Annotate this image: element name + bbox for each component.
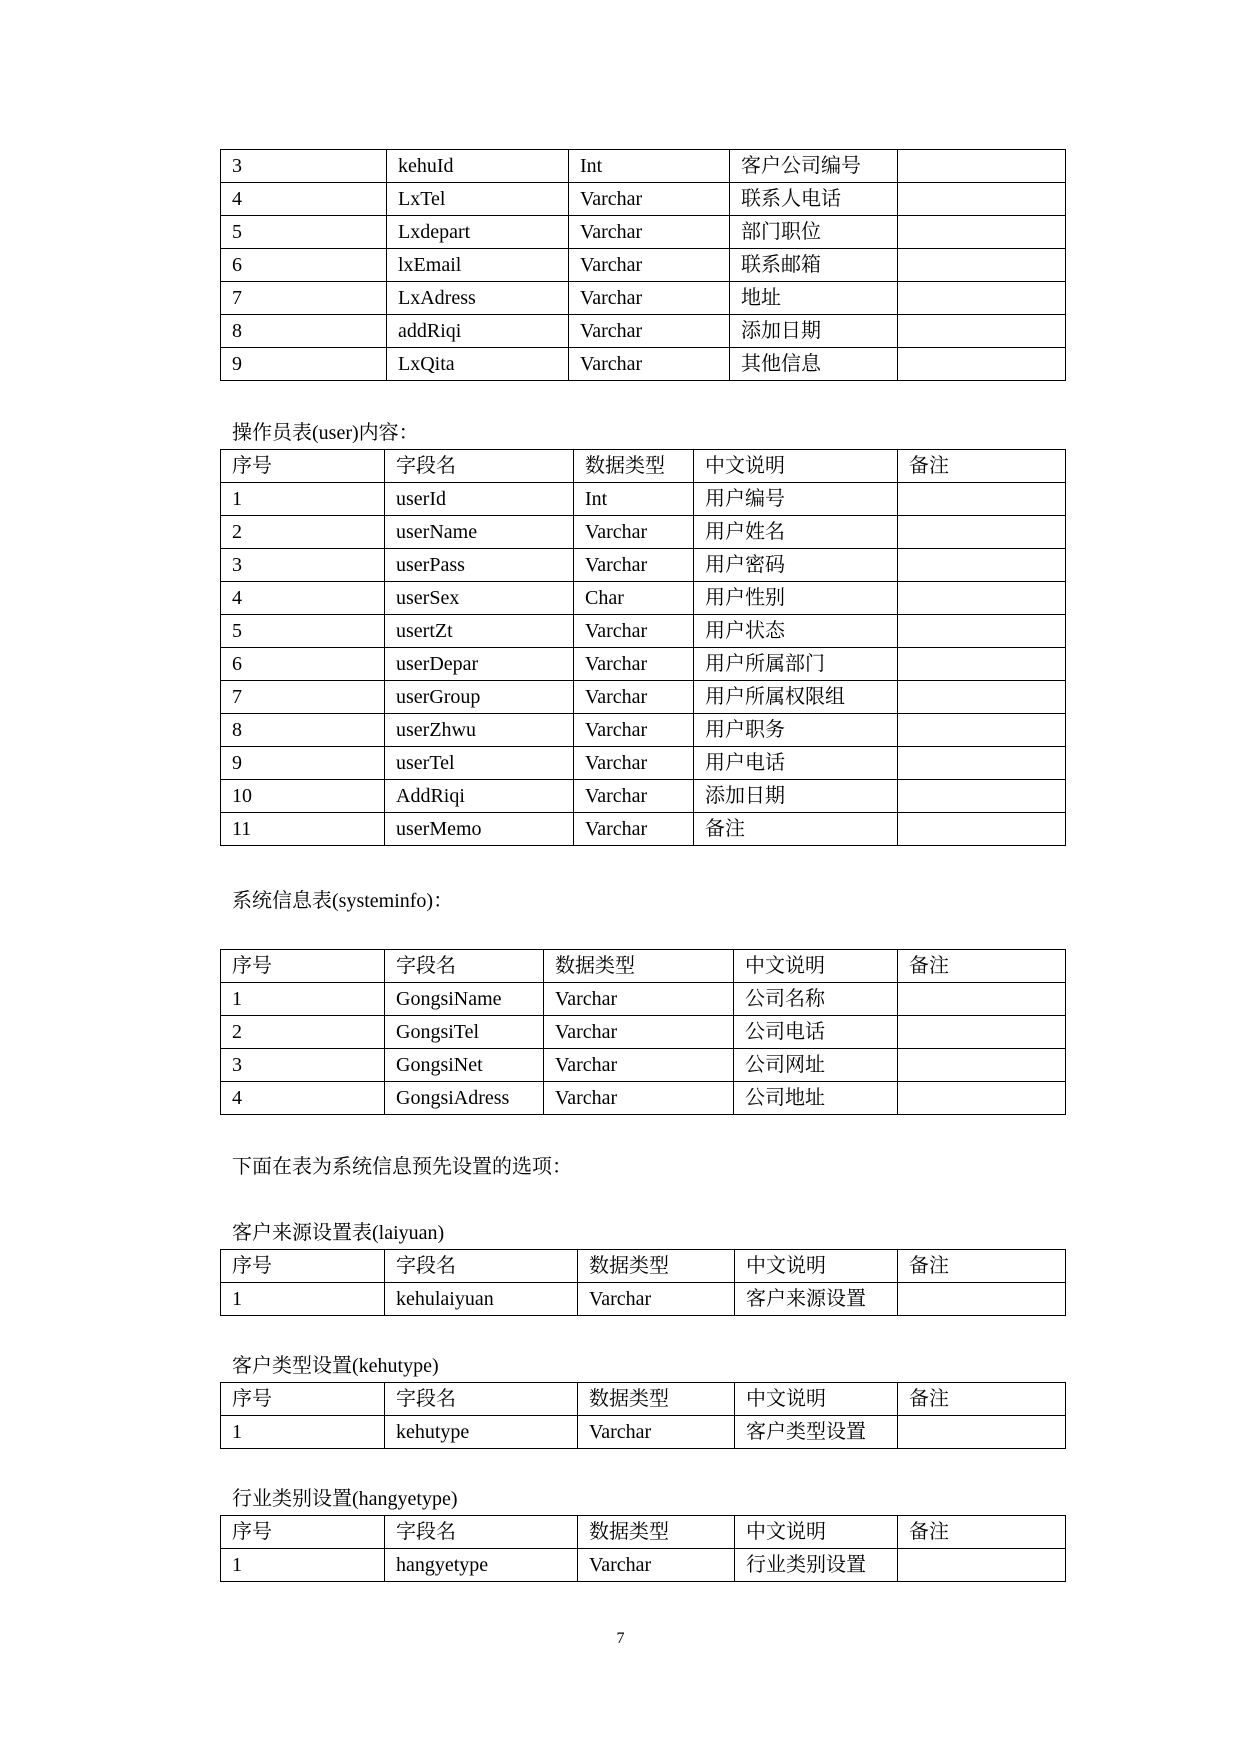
table-cell: 公司名称 <box>734 983 898 1016</box>
table-cell: 客户公司编号 <box>730 150 898 183</box>
header-cell: 中文说明 <box>735 1383 898 1416</box>
table-row <box>221 483 1066 516</box>
table-row <box>221 150 1066 183</box>
table-cell: kehutype <box>385 1416 578 1449</box>
table-cell: 11 <box>221 813 385 846</box>
table-cell: 1 <box>221 1416 385 1449</box>
table-row <box>221 183 1066 216</box>
header-cell: 序号 <box>221 1250 385 1283</box>
laiyuan-table-caption: 客户来源设置表(laiyuan) <box>232 1222 445 1244</box>
table-cell: 行业类别设置 <box>735 1549 898 1582</box>
table-cell: Varchar <box>574 681 694 714</box>
header-cell: 数据类型 <box>544 950 734 983</box>
table-cell: Varchar <box>569 216 730 249</box>
table-cell: 7 <box>221 282 387 315</box>
table-cell: 2 <box>221 1016 385 1049</box>
table-cell <box>898 1082 1066 1115</box>
header-cell: 中文说明 <box>734 950 898 983</box>
table-cell: Int <box>574 483 694 516</box>
table-cell: Varchar <box>544 983 734 1016</box>
table-row <box>221 747 1066 780</box>
table-header-row <box>221 950 1066 983</box>
table-cell: Varchar <box>574 747 694 780</box>
table-row <box>221 216 1066 249</box>
header-cell: 序号 <box>221 450 385 483</box>
table-cell: 其他信息 <box>730 348 898 381</box>
table-cell <box>898 1049 1066 1082</box>
table-cell: GongsiTel <box>385 1016 544 1049</box>
table-block-user <box>220 449 1065 846</box>
table-row <box>221 780 1066 813</box>
table-cell: Varchar <box>574 516 694 549</box>
table-cell: Varchar <box>544 1049 734 1082</box>
table-cell: kehuId <box>387 150 569 183</box>
table-row <box>221 549 1066 582</box>
table-cell: Lxdepart <box>387 216 569 249</box>
table-cell: Varchar <box>574 615 694 648</box>
table-cell <box>898 183 1066 216</box>
table-row <box>221 516 1066 549</box>
table-cell: 添加日期 <box>694 780 898 813</box>
table-header-row <box>221 1383 1066 1416</box>
header-cell: 序号 <box>221 1383 385 1416</box>
table-cell: LxAdress <box>387 282 569 315</box>
table-cell: 2 <box>221 516 385 549</box>
table-cell <box>898 714 1066 747</box>
table-cell: GongsiNet <box>385 1049 544 1082</box>
table-cell <box>898 1283 1066 1316</box>
table-cell: lxEmail <box>387 249 569 282</box>
table-cell: 用户编号 <box>694 483 898 516</box>
table-cell <box>898 150 1066 183</box>
table-cell: Varchar <box>574 780 694 813</box>
header-cell: 字段名 <box>385 1383 578 1416</box>
table-cell: 1 <box>221 983 385 1016</box>
header-cell: 字段名 <box>385 1250 578 1283</box>
table-cell: Varchar <box>569 249 730 282</box>
table-cell: userZhwu <box>385 714 574 747</box>
table-cell <box>898 1416 1066 1449</box>
table-cell: 3 <box>221 1049 385 1082</box>
header-cell: 备注 <box>898 1383 1066 1416</box>
table-cell: usertZt <box>385 615 574 648</box>
table-row <box>221 249 1066 282</box>
header-cell: 序号 <box>221 1516 385 1549</box>
table-cell: 4 <box>221 1082 385 1115</box>
header-cell: 中文说明 <box>735 1516 898 1549</box>
table-cell: userPass <box>385 549 574 582</box>
table-header-row <box>221 450 1066 483</box>
table-cell <box>898 582 1066 615</box>
table-cell: 公司电话 <box>734 1016 898 1049</box>
table-cell <box>898 315 1066 348</box>
table-cell: 5 <box>221 216 387 249</box>
header-cell: 数据类型 <box>578 1516 735 1549</box>
table-cell <box>898 282 1066 315</box>
table-cell: Varchar <box>569 348 730 381</box>
table-cell: Varchar <box>544 1016 734 1049</box>
table-cell: Int <box>569 150 730 183</box>
table-cell: 5 <box>221 615 385 648</box>
table-cell <box>898 1549 1066 1582</box>
table-row <box>221 348 1066 381</box>
table-row <box>221 1016 1066 1049</box>
table-row <box>221 983 1066 1016</box>
table-cell: 部门职位 <box>730 216 898 249</box>
table-cell: 1 <box>221 483 385 516</box>
table-cell: 4 <box>221 582 385 615</box>
table-cell: 公司地址 <box>734 1082 898 1115</box>
table-cell: userGroup <box>385 681 574 714</box>
header-cell: 数据类型 <box>578 1383 735 1416</box>
table-cell: 3 <box>221 150 387 183</box>
header-cell: 备注 <box>898 1516 1066 1549</box>
preset-options-intro: 下面在表为系统信息预先设置的选项： <box>232 1156 572 1178</box>
laiyuan-field-table <box>220 1249 1066 1316</box>
hangyetype-field-table <box>220 1515 1066 1582</box>
table-cell: 添加日期 <box>730 315 898 348</box>
table-header-row <box>221 1250 1066 1283</box>
table-cell: 9 <box>221 348 387 381</box>
table-cell: Varchar <box>569 282 730 315</box>
table-cell: 地址 <box>730 282 898 315</box>
table-cell: 10 <box>221 780 385 813</box>
table-cell: 客户来源设置 <box>735 1283 898 1316</box>
table-cell: Varchar <box>578 1549 735 1582</box>
table-cell: GongsiAdress <box>385 1082 544 1115</box>
table-cell: Varchar <box>574 549 694 582</box>
header-cell: 中文说明 <box>735 1250 898 1283</box>
table-cell <box>898 216 1066 249</box>
table-cell: 公司网址 <box>734 1049 898 1082</box>
table-block-contact-continued <box>220 149 1065 381</box>
kehutype-field-table <box>220 1382 1066 1449</box>
table-row <box>221 315 1066 348</box>
table-cell: 备注 <box>694 813 898 846</box>
table-cell: Varchar <box>544 1082 734 1115</box>
table-cell: Varchar <box>574 813 694 846</box>
table-cell: AddRiqi <box>385 780 574 813</box>
hangyetype-table-caption: 行业类别设置(hangyetype) <box>232 1488 458 1510</box>
contact-field-table <box>220 149 1066 381</box>
table-cell: userId <box>385 483 574 516</box>
table-row <box>221 681 1066 714</box>
table-cell: 8 <box>221 714 385 747</box>
table-block-hangyetype <box>220 1515 1065 1582</box>
user-field-table <box>220 449 1066 846</box>
header-cell: 备注 <box>898 950 1066 983</box>
table-block-systeminfo <box>220 949 1065 1115</box>
table-cell: userSex <box>385 582 574 615</box>
header-cell: 字段名 <box>385 1516 578 1549</box>
header-cell: 备注 <box>898 450 1066 483</box>
table-cell: Varchar <box>569 183 730 216</box>
table-cell <box>898 983 1066 1016</box>
table-cell: hangyetype <box>385 1549 578 1582</box>
table-cell: 用户密码 <box>694 549 898 582</box>
table-cell: addRiqi <box>387 315 569 348</box>
header-cell: 字段名 <box>385 450 574 483</box>
table-cell: 9 <box>221 747 385 780</box>
table-cell: 3 <box>221 549 385 582</box>
table-cell: userTel <box>385 747 574 780</box>
table-cell: userMemo <box>385 813 574 846</box>
header-cell: 备注 <box>898 1250 1066 1283</box>
table-cell: LxQita <box>387 348 569 381</box>
table-row <box>221 714 1066 747</box>
table-cell: 用户状态 <box>694 615 898 648</box>
table-cell <box>898 747 1066 780</box>
table-cell: Char <box>574 582 694 615</box>
table-cell: Varchar <box>574 714 694 747</box>
table-cell: 8 <box>221 315 387 348</box>
table-row <box>221 1549 1066 1582</box>
systeminfo-table-caption: 系统信息表(systeminfo)： <box>232 890 454 912</box>
table-cell <box>898 348 1066 381</box>
table-cell: 1 <box>221 1549 385 1582</box>
table-cell: 联系人电话 <box>730 183 898 216</box>
table-cell: Varchar <box>569 315 730 348</box>
kehutype-table-caption: 客户类型设置(kehutype) <box>232 1355 439 1377</box>
table-cell: LxTel <box>387 183 569 216</box>
table-cell: 1 <box>221 1283 385 1316</box>
table-cell <box>898 483 1066 516</box>
table-cell: 6 <box>221 249 387 282</box>
table-cell: kehulaiyuan <box>385 1283 578 1316</box>
table-cell: 7 <box>221 681 385 714</box>
table-cell: 用户性别 <box>694 582 898 615</box>
table-cell: Varchar <box>578 1416 735 1449</box>
table-cell: userDepar <box>385 648 574 681</box>
page-number: 7 <box>616 1630 625 1647</box>
header-cell: 中文说明 <box>694 450 898 483</box>
table-block-laiyuan <box>220 1249 1065 1316</box>
table-row <box>221 582 1066 615</box>
user-table-caption: 操作员表(user)内容： <box>232 422 419 444</box>
table-row <box>221 813 1066 846</box>
table-cell: Varchar <box>574 648 694 681</box>
table-header-row <box>221 1516 1066 1549</box>
table-cell <box>898 780 1066 813</box>
table-cell: 6 <box>221 648 385 681</box>
table-cell: userName <box>385 516 574 549</box>
table-cell: 用户所属权限组 <box>694 681 898 714</box>
table-cell: 用户电话 <box>694 747 898 780</box>
table-cell <box>898 615 1066 648</box>
table-cell <box>898 813 1066 846</box>
header-cell: 数据类型 <box>578 1250 735 1283</box>
table-cell: Varchar <box>578 1283 735 1316</box>
table-cell <box>898 549 1066 582</box>
table-row <box>221 1082 1066 1115</box>
table-block-kehutype <box>220 1382 1065 1449</box>
table-cell: GongsiName <box>385 983 544 1016</box>
table-row <box>221 1283 1066 1316</box>
table-cell: 用户所属部门 <box>694 648 898 681</box>
table-cell: 4 <box>221 183 387 216</box>
table-cell: 客户类型设置 <box>735 1416 898 1449</box>
table-cell: 联系邮箱 <box>730 249 898 282</box>
table-row <box>221 282 1066 315</box>
header-cell: 字段名 <box>385 950 544 983</box>
systeminfo-field-table <box>220 949 1066 1115</box>
table-cell <box>898 681 1066 714</box>
table-row <box>221 1416 1066 1449</box>
table-cell: 用户职务 <box>694 714 898 747</box>
table-row <box>221 1049 1066 1082</box>
table-cell <box>898 516 1066 549</box>
header-cell: 序号 <box>221 950 385 983</box>
header-cell: 数据类型 <box>574 450 694 483</box>
table-cell: 用户姓名 <box>694 516 898 549</box>
table-cell <box>898 1016 1066 1049</box>
table-cell <box>898 648 1066 681</box>
table-row <box>221 648 1066 681</box>
table-row <box>221 615 1066 648</box>
table-cell <box>898 249 1066 282</box>
